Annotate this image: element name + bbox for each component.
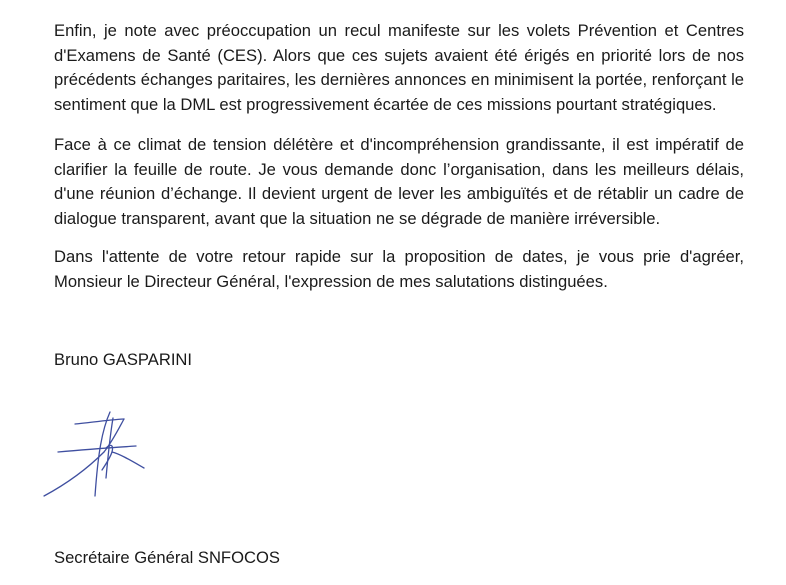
- letter-paragraph-2: Face à ce climat de tension délétère et d'incompréhension grandissante, il est impératif de clarifier la feuille de route. Je vous demande donc l’organisation, dans les meilleurs délais, d'une réunion d’échange. Il devient urgent de lever les ambiguïtés et de rétablir un cadre de dialogue transparent, avant que la situation ne se dégrade de manière irréversible.: [54, 135, 744, 228]
- signer-name: Bruno GASPARINI: [54, 350, 193, 369]
- handwritten-signature: [40, 408, 150, 500]
- signer-role: Secrétaire Général SNFOCOS: [54, 548, 280, 567]
- letter-paragraph-1: Enfin, je note avec préoccupation un recul manifeste sur les volets Prévention et Centres d'Examens de Santé (CES). Alors que ces sujets avaient été érigés en priorité lors de nos précédents échanges paritaires, les dernières annonces en minimisent la portée, renforçant le sentiment que la DML est progressivement écartée de ces missions pourtant stratégiques.: [54, 21, 744, 114]
- letter-paragraph-3: Dans l'attente de votre retour rapide sur la proposition de dates, je vous prie d'agréer, Monsieur le Directeur Général, l'expression de mes salutations distinguées.: [54, 247, 744, 291]
